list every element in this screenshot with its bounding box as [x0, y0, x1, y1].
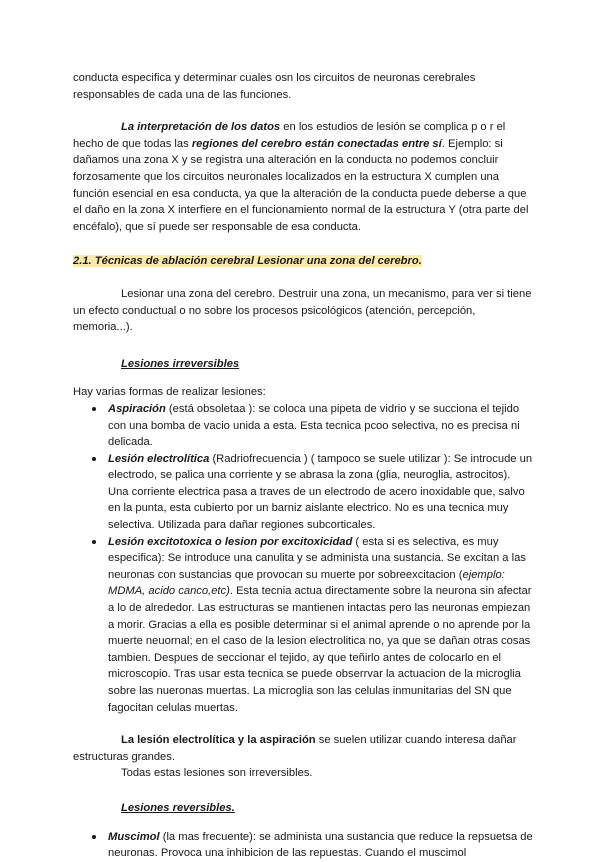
- paragraph: [73, 732, 533, 765]
- subheading-irreversible: [73, 356, 533, 373]
- bullet-list: [73, 829, 533, 862]
- item-text: (Radriofrecuencia ) ( tampoco se suele utilizar ): Se introcude un electrodo, se palica una corriente y se abrasa la zona (glia, neuroglia, astrocitos). Una corriente electrica pasa a traves de un electrodo de acero inoxidable que, salvo en la punta, esta cubierto por un barniz aislante electrico. No es una tecnica muy selectiva. Utilizada para dañar regiones subcorticales.: [108, 452, 533, 532]
- item-text: . Esta tecnia actua directamente sobre la neurona sin afectar a lo de alrededor. Las estructuras se mantienen intactas pero las neuronas empiezan a morir. Gracias a ella es posible determinar si el animal aprende o no aprende por la muerte neuornal; en el caso de la lesion electrolitica no, ya que se dañan otras cosas tambien. Despues de seccionar el tejido, ay que teñirlo antes de colocarlo en el microscopio. Tras usar esta tecnica se puede obserrvar la actuacion de la microglia sobre las nueronas muertas. La microglia son las celulas inmunitarias del SN que fagocitan celulas muertas.: [108, 585, 532, 714]
- bold-term: La interpretación de los datos: [121, 121, 281, 134]
- item-title: Muscimol: [108, 830, 160, 843]
- item-title: Lesión electrolítica: [108, 452, 210, 465]
- paragraph: Todas estas lesiones son irreversibles.: [121, 767, 313, 780]
- text: en los estudios de lesión se complica p o r el hecho de que todas las: [73, 121, 506, 150]
- bullet-list: [73, 401, 533, 716]
- item-title: Aspiración: [108, 402, 166, 415]
- list-item: [108, 534, 533, 717]
- subheading-text: Lesiones reversibles.: [121, 801, 235, 814]
- paragraph: conducta especifica y determinar cuales osn los circuitos de neuronas cerebrales responsables de cada una de las funciones.: [73, 72, 476, 101]
- bold-term: La lesión electrolítica y la aspiración: [121, 734, 316, 747]
- list-item: [108, 401, 533, 451]
- item-text: (está obsoletaa ): se coloca una pipeta de vidrio y se succiona el tejido con una bomba de vacio unida a esta. Esta tecnica pcoo selectiva, no es precisa ni delicada.: [108, 402, 520, 449]
- paragraph-interpretation: [73, 119, 533, 235]
- list-item: [108, 451, 533, 534]
- intro-text: Hay varias formas de realizar lesiones:: [73, 386, 266, 399]
- heading-text: 2.1. Técnicas de ablación cerebral Lesionar una zona del cerebro.: [73, 255, 422, 268]
- subheading-text: Lesiones irreversibles: [121, 357, 240, 370]
- list-item: [108, 829, 533, 862]
- item-title: Lesión excitotoxica o lesion por excitoxicidad: [108, 535, 353, 548]
- bold-term: regiones del cerebro están conectadas entre sí: [191, 137, 442, 150]
- text: . Ejemplo: si dañamos una zona X y se registra una alteración en la conducta no podemos concluir forzosamente que los circuitos neuronales localizados en la estructura X cumplen una función esencial en esa conducta, ya que la alteración de la conducta puede deberse a que el daño en la zona X interfiere en el funcionamiento normal de la estructura Y (otra parte del encéfalo), que sí puede ser responsable de esa conducta.: [73, 137, 529, 233]
- document-page: [73, 70, 533, 862]
- paragraph: Lesionar una zona del cerebro. Destruir una zona, un mecanismo, para ver si tiene un efecto conductual o no sobre los procesos psicológicos (atención, percepción, memoria...).: [73, 287, 532, 334]
- subheading-reversible: [73, 800, 533, 817]
- item-text: (la mas frecuente): se administa una sustancia que reduce la repsuetsa de neuronas. Provoca una inhibicion de las repuestas. Cuando el muscimol: [108, 830, 533, 860]
- item-text: ( esta si es selectiva, es muy especifica): Se introduce una canulita y se administa una sustancia. Se excitan a las neuronas con sustancias que provocan su muerte por sobreexcitacion (: [108, 535, 526, 581]
- section-heading: [73, 253, 533, 270]
- item-italic: ejemplo: MDMA, acido canco,etc): [108, 568, 505, 598]
- text: se suelen utilizar cuando interesa dañar estructuras grandes.: [73, 734, 517, 763]
